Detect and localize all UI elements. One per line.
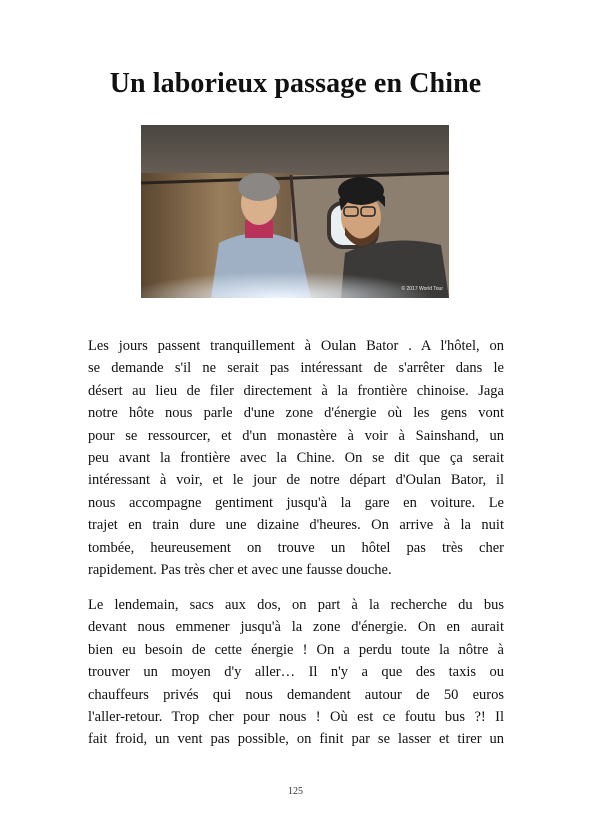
text-line: fait froid, un vent pas possible, on finit par se lasser et tirer un bbox=[88, 731, 504, 748]
text-line: chauffeurs privés qui nous demandent autour de 50 euros bbox=[88, 686, 504, 703]
text-line: notre hôte nous parle d'une zone d'énergie où les gens vont bbox=[88, 405, 504, 422]
photo-illustration bbox=[141, 125, 449, 298]
travel-photo bbox=[141, 125, 449, 298]
text-line: se demande s'il ne serait pas intéressant de s'arrêter dans le bbox=[88, 360, 504, 377]
page-title: Un laborieux passage en Chine bbox=[109, 68, 482, 99]
text-line: bien eu besoin de cette énergie ! On a perdu toute la nôtre à bbox=[88, 641, 504, 658]
text-line: trajet en train dure une dizaine d'heures. On arrive à la nuit bbox=[88, 517, 504, 534]
text-line: devant nous emmener jusqu'à la zone d'énergie. On en aurait bbox=[88, 619, 504, 636]
text-line: Les jours passent tranquillement à Oulan Bator . A l'hôtel, on bbox=[88, 338, 504, 354]
text-line: intéressant à voir, et le jour de notre départ d'Oulan Bator, il bbox=[88, 472, 504, 489]
paragraph-1 bbox=[88, 335, 504, 581]
text-line: pour se ressourcer, et d'un monastère à voir à Sainshand, un bbox=[88, 427, 504, 444]
text-line: nous accompagne gentiment jusqu'à la gare en voiture. Le bbox=[88, 494, 504, 511]
text-line: rapidement. Pas très cher et avec une fausse douche. bbox=[88, 562, 392, 579]
photo-credit: © 2017 World Tour bbox=[401, 286, 443, 292]
text-line: peu avant la frontière avec la Chine. On se dit que ça serait bbox=[88, 450, 504, 467]
text-line: désert au lieu de filer directement à la frontière chinoise. Jaga bbox=[88, 382, 504, 399]
paragraph-2 bbox=[88, 594, 504, 751]
text-line: l'aller-retour. Trop cher pour nous ! Où est ce foutu bus ?! Il bbox=[88, 709, 504, 726]
text-line: Le lendemain, sacs aux dos, on part à la recherche du bus bbox=[88, 597, 504, 613]
page-number: 125 bbox=[288, 786, 303, 797]
text-line: trouver un moyen d'y aller… Il n'y a que des taxis ou bbox=[88, 664, 504, 681]
text-line: tombée, heureusement on trouve un hôtel pas très cher bbox=[88, 539, 504, 556]
